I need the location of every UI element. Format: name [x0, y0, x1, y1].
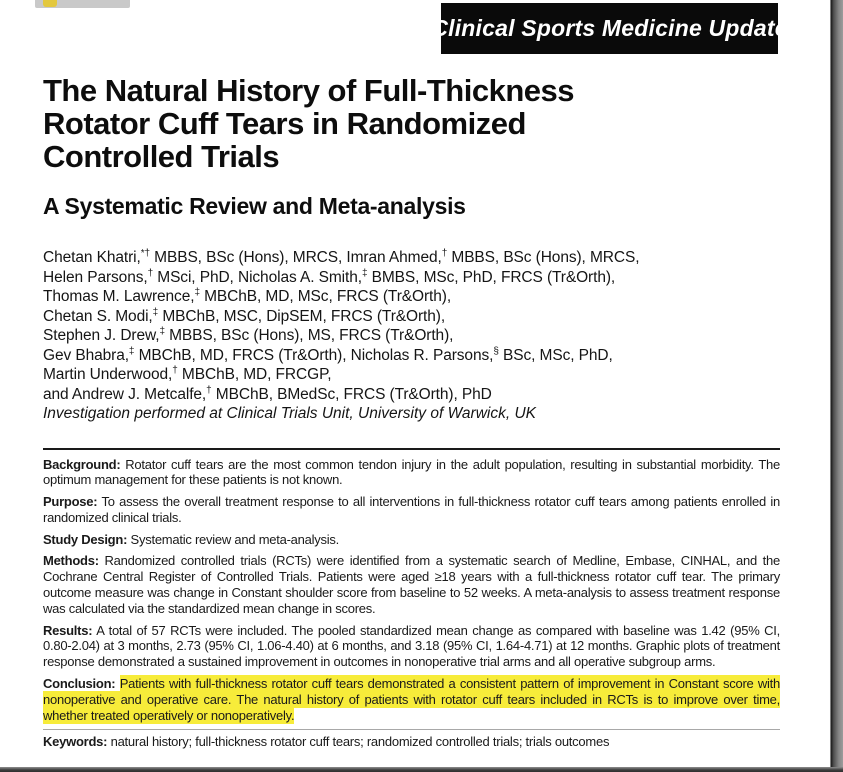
- abstract-section-conclusion: [43, 676, 780, 723]
- journal-section-label: Clinical Sports Medicine Update: [431, 15, 788, 41]
- abstract: [43, 457, 780, 751]
- abstract-section-study-design: Study Design: Systematic review and meta-analysis.: [43, 531, 340, 547]
- author-line: Martin Underwood,† MBChB, MD, FRCGP,: [43, 364, 332, 383]
- section-label: Purpose:: [43, 494, 98, 510]
- abstract-section-methods: Methods: Randomized controlled trials (RCTs) were identified from a systematic search of Medline, Embase, CINHAL, and the Cochrane Central Register of Controlled Trials. Patients were aged ≥18 years with a full-thickness rotator cuff tear. The primary outcome measure was change in Constant shoulder score from baseline to 52 weeks. A meta-analysis to assess treatment response was calculated via the standardized mean change in scores.: [43, 553, 780, 616]
- abstract-section-keywords: Keywords: natural history; full-thickness rotator cuff tears; randomized controlled trials; trials outcomes: [43, 734, 610, 750]
- abstract-section-background: Background: Rotator cuff tears are the most common tendon injury in the adult population, resulting in substantial morbidity. The optimum management for these patients is not known.: [43, 456, 780, 488]
- title-line: Rotator Cuff Tears in Randomized: [43, 106, 526, 141]
- author-affiliation-marker: ‡: [128, 345, 135, 357]
- author-affiliation-marker: †: [206, 384, 212, 396]
- title-line: Controlled Trials: [43, 139, 280, 174]
- section-label: Results:: [43, 622, 93, 638]
- title-line: The Natural History of Full-Thickness: [43, 73, 574, 108]
- conclusion-highlight: Patients with full-thickness rotator cuff tears demonstrated a consistent pattern of improvement in Constant score with nonoperative and operative care. The natural history of patients with rotator cuff tears included in RCTs is to improve over time, whether treated operatively or nonoperatively.: [43, 676, 780, 723]
- author-line: Helen Parsons,† MSci, PhD, Nicholas A. Smith,‡ BMBS, MSc, PhD, FRCS (Tr&Orth),: [43, 267, 616, 286]
- section-label: Conclusion:: [43, 676, 116, 692]
- author-affiliation-marker: †: [441, 247, 448, 259]
- article-subtitle: A Systematic Review and Meta-analysis: [43, 193, 466, 219]
- investigation-note: Investigation performed at Clinical Trials Unit, University of Warwick, UK: [43, 405, 536, 422]
- author-affiliation-marker: ‡: [194, 286, 200, 298]
- article-title: [43, 74, 780, 173]
- author-line: Stephen J. Drew,‡ MBBS, BSc (Hons), MS, FRCS (Tr&Orth),: [43, 325, 454, 344]
- author-affiliation-marker: ‡: [152, 306, 159, 318]
- abstract-section-purpose: Purpose: To assess the overall treatment response to all interventions in full-thickness rotator cuff tears among patients enrolled in randomized clinical trials.: [43, 494, 780, 525]
- author-affiliation-marker: †: [172, 364, 178, 376]
- author-affiliation-marker: ‡: [361, 267, 368, 279]
- author-line: Gev Bhabra,‡ MBChB, MD, FRCS (Tr&Orth), Nicholas R. Parsons,§ BSc, MSc, PhD,: [43, 345, 613, 364]
- author-block: [43, 248, 780, 404]
- author-affiliation-marker: ‡: [159, 325, 165, 337]
- author-line: Chetan S. Modi,‡ MBChB, MSC, DipSEM, FRCS (Tr&Orth),: [43, 306, 446, 325]
- keywords-divider: [43, 729, 780, 730]
- author-affiliation-marker: †: [147, 267, 154, 279]
- abstract-divider: [43, 448, 780, 450]
- abstract-section-results: Results: A total of 57 RCTs were included. The pooled standardized mean change as compared with baseline was 1.42 (95% CI, 0.80-2.04) at 3 months, 2.73 (95% CI, 1.06-4.40) at 6 months, and 3.18 (95% CI, 1.64-4.71) at 12 months. Graphic plots of treatment response demonstrated a sustained improvement in outcomes in nonoperative trial arms and all operative subgroup arms.: [43, 622, 781, 670]
- author-affiliation-marker: *†: [140, 247, 150, 259]
- article-content: [43, 0, 780, 756]
- author-line: Chetan Khatri,*† MBBS, BSc (Hons), MRCS, Imran Ahmed,† MBBS, BSc (Hons), MRCS,: [43, 247, 640, 266]
- section-label: Background:: [43, 456, 121, 472]
- section-label: Study Design:: [43, 531, 128, 547]
- page-edge-shadow: [826, 0, 843, 772]
- section-label: Keywords:: [43, 734, 108, 750]
- window-bottom-edge: [0, 767, 843, 772]
- author-line: Thomas M. Lawrence,‡ MBChB, MD, MSc, FRCS (Tr&Orth),: [43, 286, 452, 305]
- section-label: Methods:: [43, 553, 99, 569]
- author-affiliation-marker: §: [493, 345, 499, 357]
- author-line: and Andrew J. Metcalfe,† MBChB, BMedSc, FRCS (Tr&Orth), PhD: [43, 384, 492, 403]
